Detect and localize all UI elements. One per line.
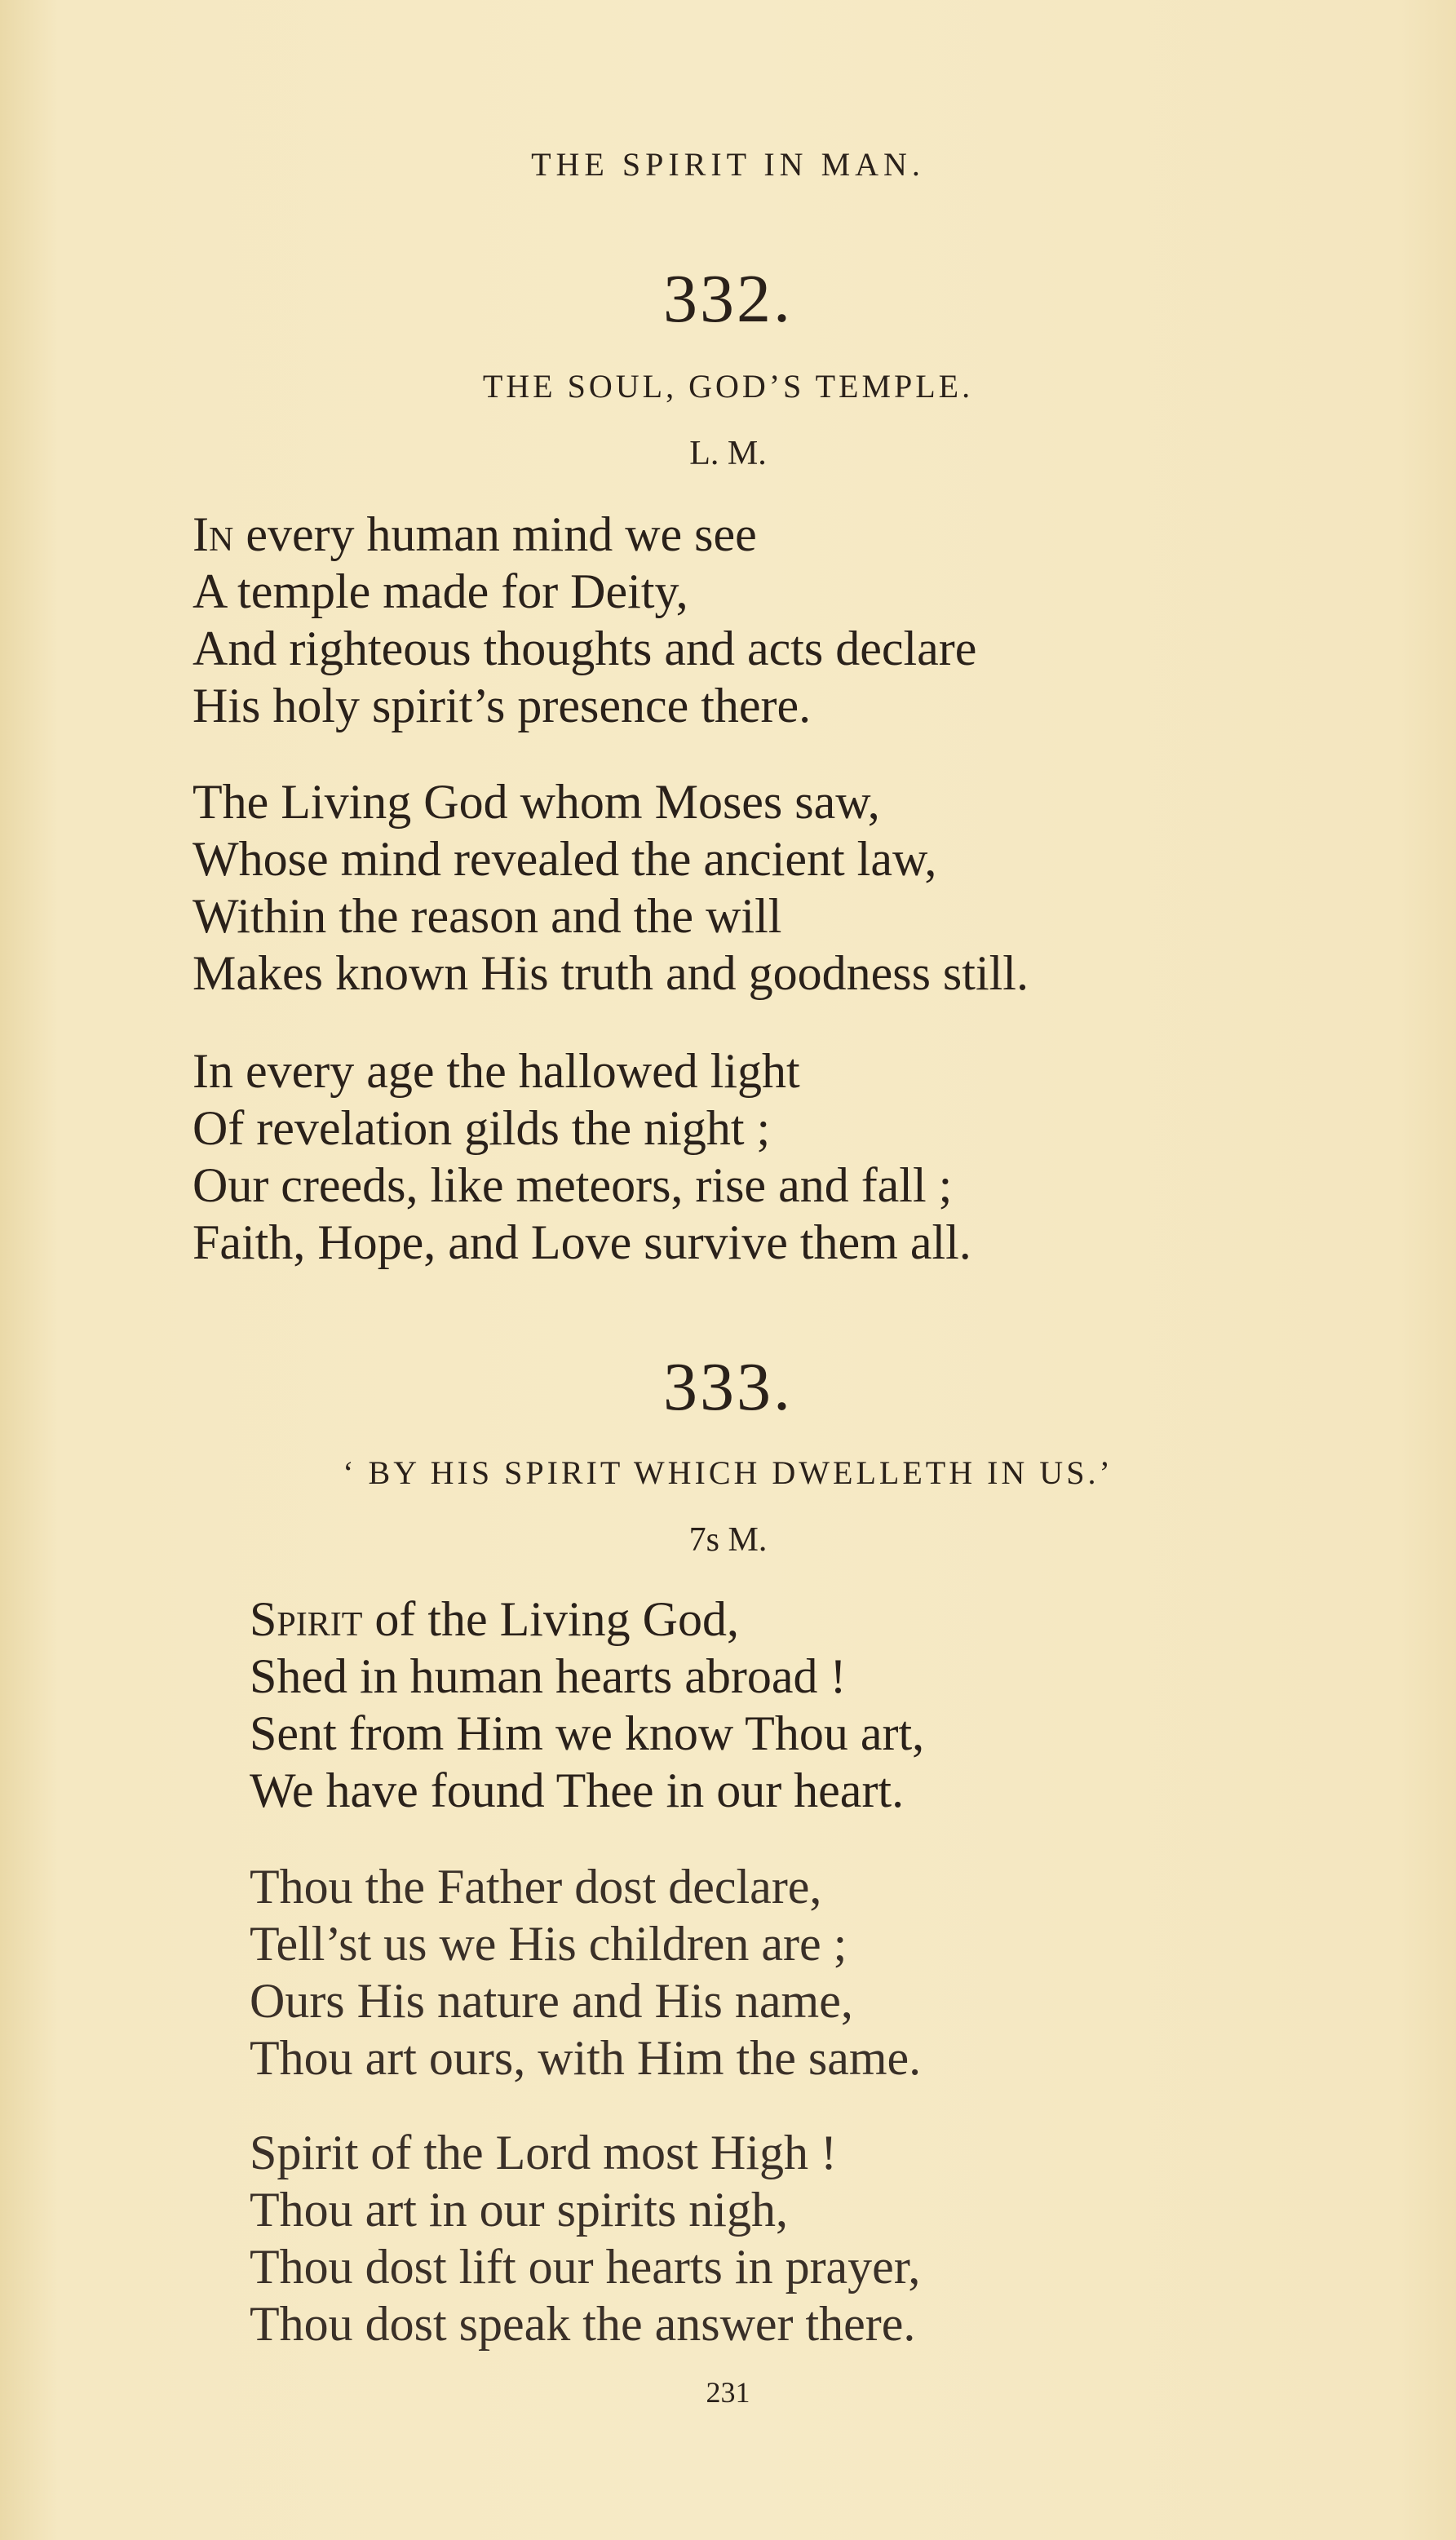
verse-line: Spirit of the Lord most High ! — [250, 2126, 837, 2179]
stanza — [193, 773, 1029, 1002]
page-number: 231 — [706, 2376, 750, 2409]
verse-line: Thou dost speak the answer there. — [250, 2297, 916, 2351]
hymn-meter: L. M. — [689, 435, 767, 472]
stanza — [193, 506, 976, 734]
verse-line: Faith, Hope, and Love survive them all. — [193, 1215, 971, 1269]
running-head: THE SPIRIT IN MAN. — [531, 146, 925, 183]
verse-line: Thou dost lift our hearts in prayer, — [250, 2240, 921, 2294]
verse-line: Ours His nature and His name, — [250, 1974, 853, 2028]
initial-word: In — [193, 507, 234, 561]
stanza — [250, 1858, 921, 2086]
verse-line: Makes known His truth and goodness still. — [193, 946, 1029, 1000]
verse-line: Of revelation gilds the night ; — [193, 1101, 771, 1155]
hymn-number: 332. — [663, 261, 793, 337]
verse-line: Thou the Father dost declare, — [250, 1860, 822, 1914]
verse-line: Spirit of the Living God, — [250, 1592, 739, 1646]
verse-line: Whose mind revealed the ancient law, — [193, 832, 937, 886]
verse-line: Within the reason and the will — [193, 889, 782, 943]
initial-word: Spirit — [250, 1592, 363, 1646]
verse-line: His holy spirit’s presence there. — [193, 679, 812, 732]
verse-line: And righteous thoughts and acts declare — [193, 622, 977, 675]
verse-line: A temple made for Deity, — [193, 564, 688, 618]
verse-line: In every human mind we see — [193, 507, 757, 561]
hymn-title: ‘ BY HIS SPIRIT WHICH DWELLETH IN US.’ — [343, 1454, 1113, 1491]
verse-line: Tell’st us we His children are ; — [250, 1917, 847, 1971]
verse-line: Thou art ours, with Him the same. — [250, 2031, 922, 2085]
verse-line: Shed in human hearts abroad ! — [250, 1649, 847, 1703]
verse-line: Our creeds, like meteors, rise and fall ; — [193, 1158, 953, 1212]
hymn-title: THE SOUL, GOD’S TEMPLE. — [482, 368, 974, 405]
verse-line: The Living God whom Moses saw, — [193, 775, 880, 829]
verse-line: We have found Thee in our heart. — [250, 1763, 905, 1817]
hymn-meter: 7s M. — [688, 1521, 768, 1559]
stanza — [193, 1042, 971, 1271]
stanza — [250, 2124, 920, 2352]
verse-line: Sent from Him we know Thou art, — [250, 1706, 925, 1760]
verse-line: In every age the hallowed light — [193, 1044, 800, 1098]
stanza — [250, 1591, 924, 1819]
verse-line: Thou art in our spirits nigh, — [250, 2183, 788, 2237]
hymn-number: 333. — [663, 1349, 793, 1425]
